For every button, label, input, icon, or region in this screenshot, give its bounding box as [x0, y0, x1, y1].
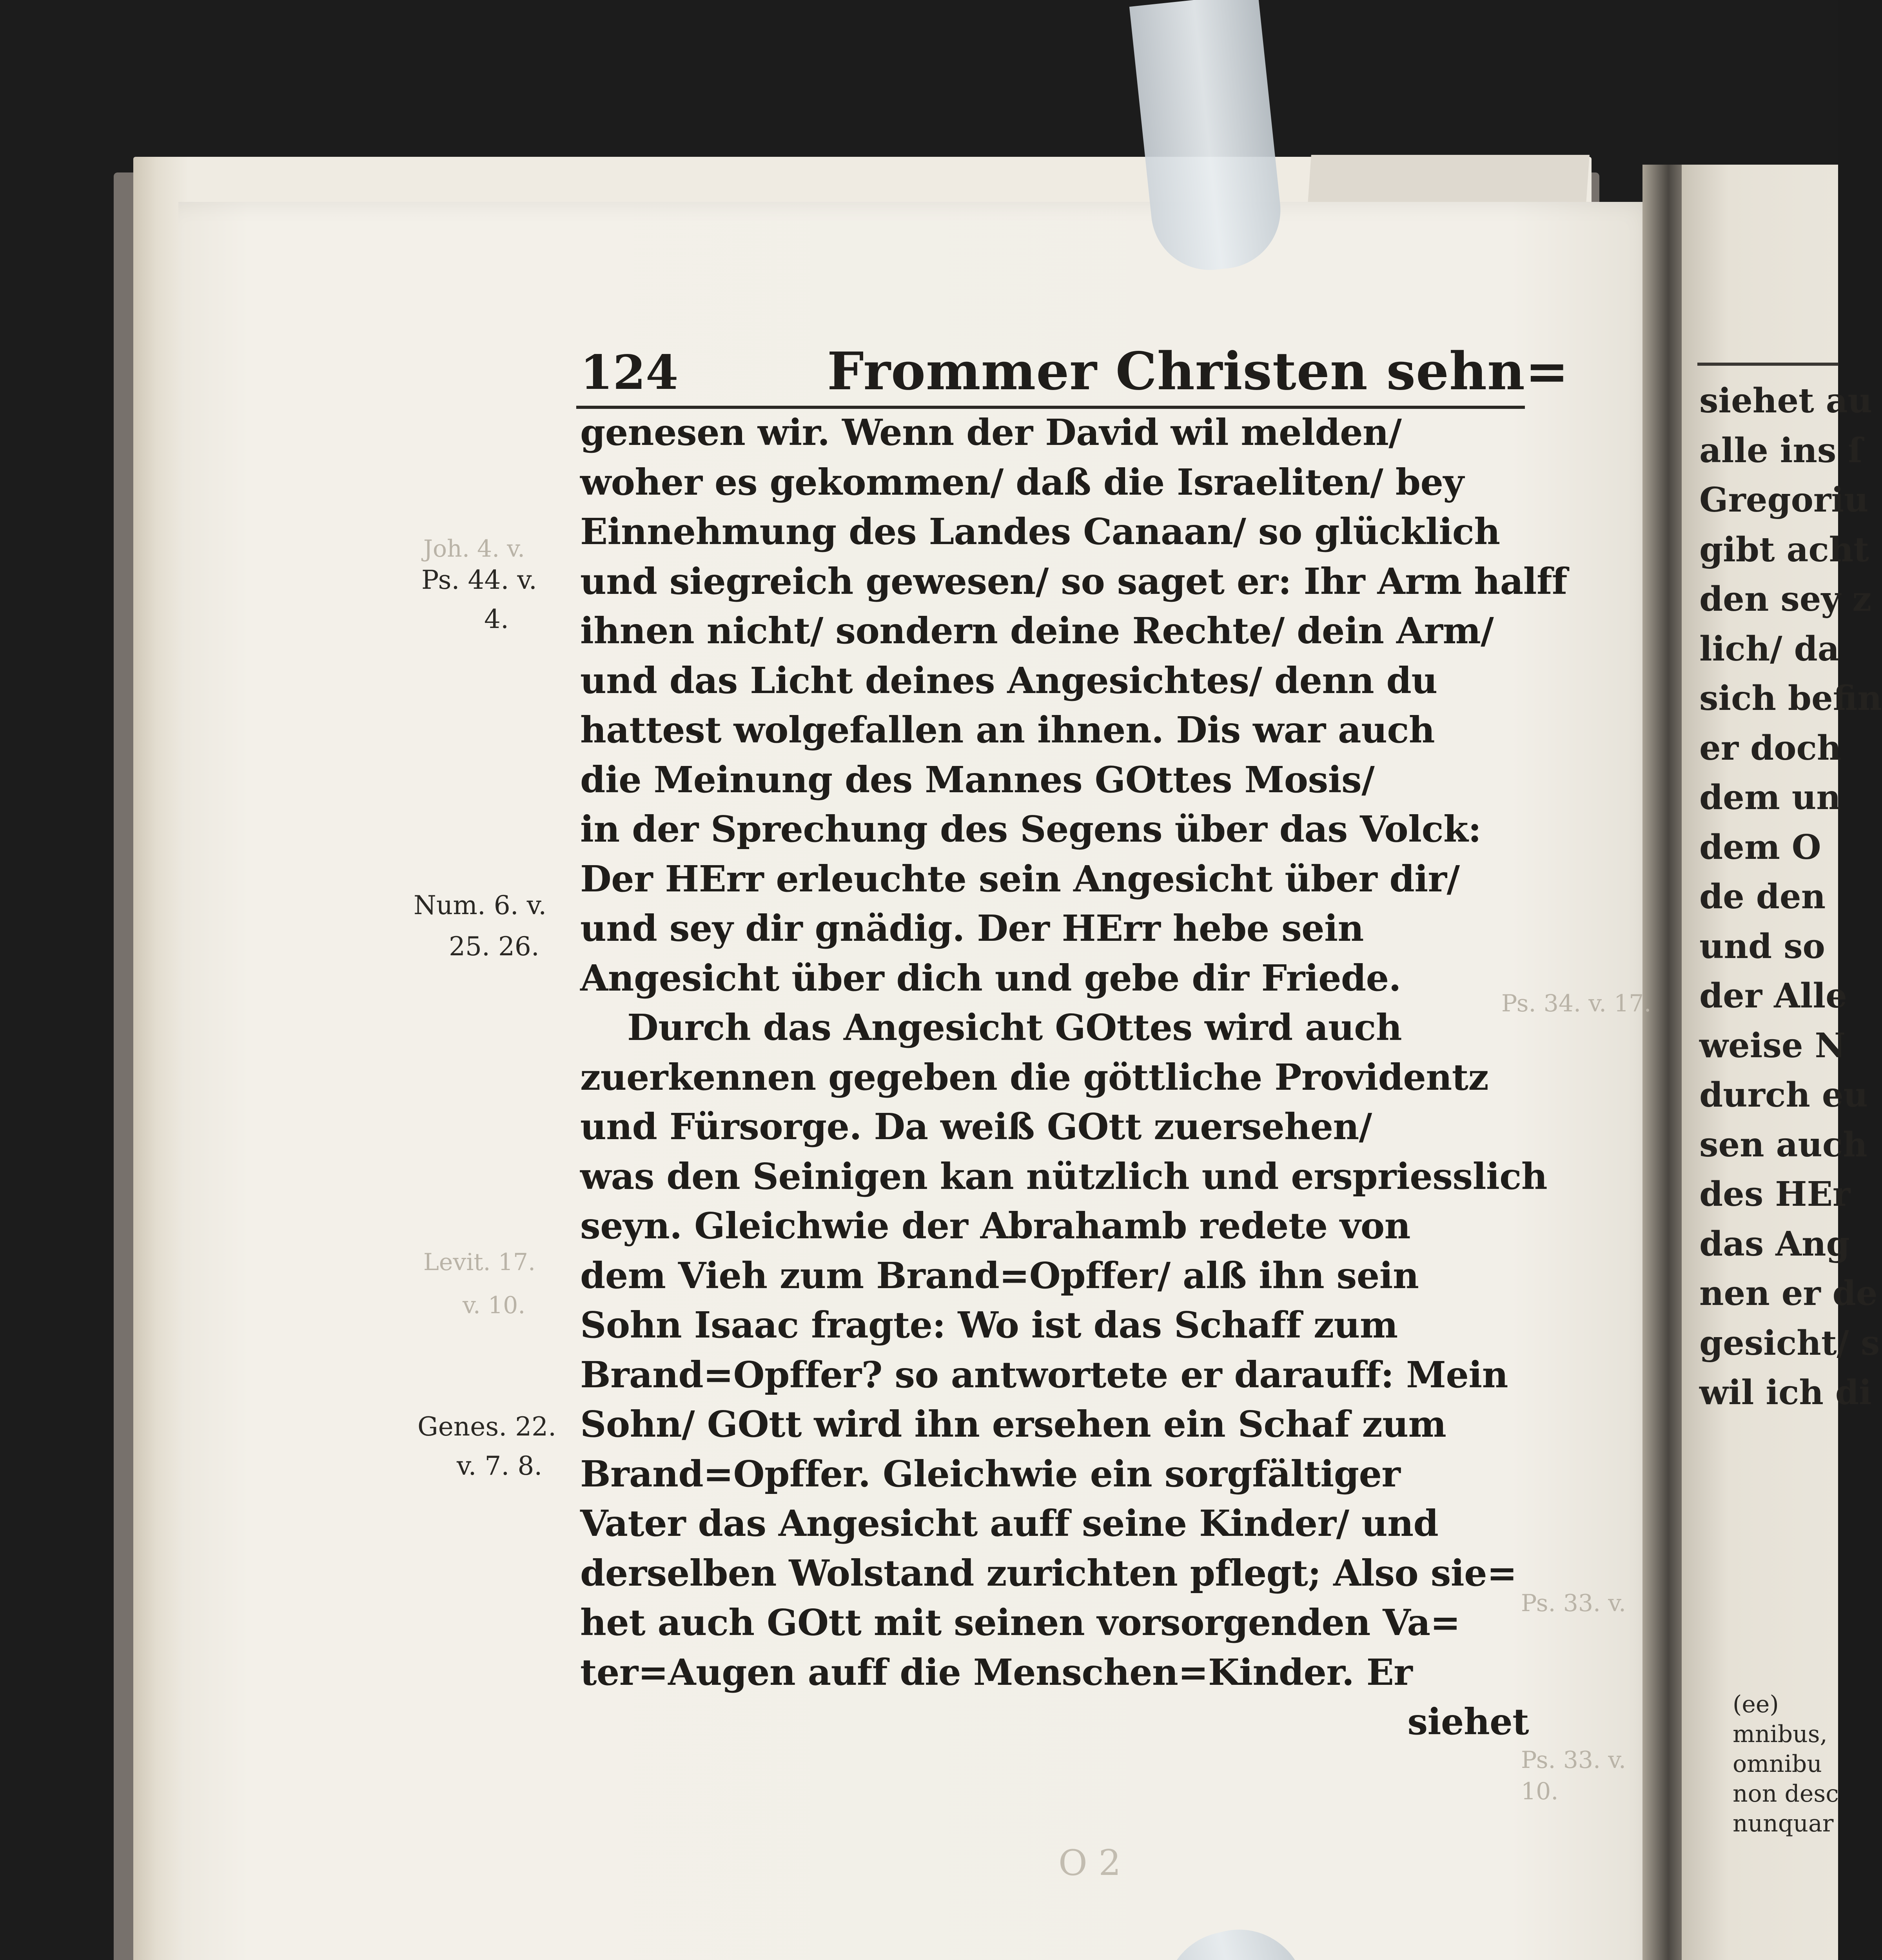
opposite-text-line: sen auch — [1699, 1125, 1867, 1165]
opposite-text-line: der Alle — [1699, 976, 1847, 1016]
text-line: zuerkennen gegeben die göttliche Providentz — [580, 1056, 1489, 1098]
opposite-footnote-line: nunquar — [1733, 1810, 1834, 1837]
text-line: Angesicht über dich und gebe dir Friede. — [580, 956, 1401, 999]
margin-note-numbers: Num. 6. v. — [414, 890, 547, 920]
text-line: in der Sprechung des Segens über das Volck: — [580, 808, 1481, 850]
bleed-through-note: Joh. 4. v. — [423, 535, 525, 563]
opposite-text-line: gesicht/ s — [1699, 1323, 1880, 1363]
text-line: derselben Wolstand zurichten pflegt; Also sie= — [580, 1552, 1517, 1594]
opposite-text-line: alle ins ſ — [1699, 430, 1863, 470]
opposite-text-line: durch eu — [1699, 1075, 1868, 1115]
text-line: ihnen nicht/ sondern deine Rechte/ dein Arm/ — [580, 610, 1494, 652]
opposite-text-line: de den — [1699, 877, 1826, 916]
opposite-text-line: sich befin — [1699, 679, 1882, 718]
text-line: Der HErr erleuchte sein Angesicht über dir/ — [580, 857, 1460, 900]
page-number: 124 — [580, 345, 679, 400]
text-line: genesen wir. Wenn der David wil melden/ — [580, 411, 1402, 454]
opposite-text-line: dem O — [1699, 827, 1821, 867]
catchword: siehet — [1407, 1700, 1529, 1743]
text-line: und Fürsorge. Da weiß GOtt zuersehen/ — [580, 1105, 1372, 1148]
bleed-through-note: Ps. 34. v. 17. — [1501, 990, 1652, 1017]
opposite-header-rule — [1697, 363, 1838, 366]
opposite-text-line: weise N — [1699, 1025, 1846, 1065]
text-line: Vater das Angesicht auff seine Kinder/ und — [580, 1502, 1439, 1544]
bleed-through-note: v. 10. — [463, 1292, 526, 1319]
opposite-text-line: wil ich di — [1699, 1373, 1872, 1412]
bleed-through-note: Levit. 17. — [423, 1249, 536, 1276]
opposite-footnote-line: mnibus, — [1733, 1720, 1828, 1748]
text-line: und das Licht deines Angesichtes/ denn du — [580, 659, 1437, 702]
text-line: ter=Augen auff die Menschen=Kinder. Er — [580, 1651, 1413, 1693]
opposite-footnote-line: (ee) — [1733, 1691, 1779, 1718]
running-title: Frommer Christen sehn= — [827, 341, 1569, 402]
text-line: Durch das Angesicht GOttes wird auch — [627, 1006, 1402, 1049]
opposite-text-line: und so — [1699, 926, 1825, 966]
text-line: die Meinung des Mannes GOttes Mosis/ — [580, 758, 1375, 801]
bleed-through-note: Ps. 33. v. — [1521, 1590, 1626, 1617]
bleed-through-note: 10. — [1521, 1778, 1559, 1805]
signature-mark: O 2 — [1058, 1842, 1121, 1884]
opposite-text-line: den sey z — [1699, 579, 1872, 619]
margin-note-numbers-verse: 25. 26. — [449, 931, 539, 962]
text-line: hattest wolgefallen an ihnen. Dis war auch — [580, 709, 1435, 751]
margin-note-psalm: Ps. 44. v. — [421, 565, 537, 595]
margin-note-genesis: Genes. 22. — [417, 1412, 557, 1442]
opposite-text-line: nen er de — [1699, 1274, 1878, 1313]
text-line: Einnehmung des Landes Canaan/ so glücklich — [580, 510, 1500, 553]
text-line: seyn. Gleichwie der Abrahamb redete von — [580, 1205, 1410, 1247]
opposite-text-line: lich/ da — [1699, 629, 1840, 669]
bleed-through-note: Ps. 33. v. — [1521, 1746, 1626, 1774]
text-line: het auch GOtt mit seinen vorsorgenden Va= — [580, 1601, 1461, 1644]
text-line: und sey dir gnädig. Der HErr hebe sein — [580, 907, 1364, 949]
opposite-text-line: des HEr — [1699, 1174, 1851, 1214]
text-line: Sohn Isaac fragte: Wo ist das Schaff zum — [580, 1304, 1398, 1346]
body-text — [580, 408, 1567, 1747]
text-line: Brand=Opffer. Gleichwie ein sorgfältiger — [580, 1452, 1401, 1495]
margin-note-genesis-verse: v. 7. 8. — [457, 1451, 543, 1481]
opposite-footnotes — [1733, 1690, 1838, 1838]
text-line: was den Seinigen kan nützlich und erspriesslich — [580, 1155, 1547, 1198]
opposite-text-line: das Ang — [1699, 1224, 1850, 1264]
text-line: dem Vieh zum Brand=Opffer/ alß ihn sein — [580, 1254, 1419, 1297]
opposite-text-line: gibt acht — [1699, 530, 1869, 570]
text-line: und siegreich gewesen/ so saget er: Ihr Arm halff — [580, 560, 1567, 603]
margin-note-psalm-verse: 4. — [484, 604, 509, 634]
opposite-text-line: dem un — [1699, 778, 1841, 817]
text-line: Brand=Opffer? so antwortete er darauff: Mein — [580, 1353, 1508, 1396]
opposite-text-line: er doch — [1699, 728, 1842, 768]
opposite-text-line: siehet au — [1699, 381, 1872, 421]
page-flap — [1307, 155, 1590, 210]
opposite-footnote-line: non desc — [1733, 1780, 1839, 1808]
opposite-text-line: Gregoriu — [1699, 480, 1869, 520]
text-line: woher es gekommen/ daß die Israeliten/ bey — [580, 461, 1464, 503]
opposite-footnote-line: omnibu — [1733, 1750, 1822, 1778]
opposite-page-text — [1699, 376, 1882, 1418]
text-line: Sohn/ GOtt wird ihn ersehen ein Schaf zum — [580, 1403, 1446, 1445]
